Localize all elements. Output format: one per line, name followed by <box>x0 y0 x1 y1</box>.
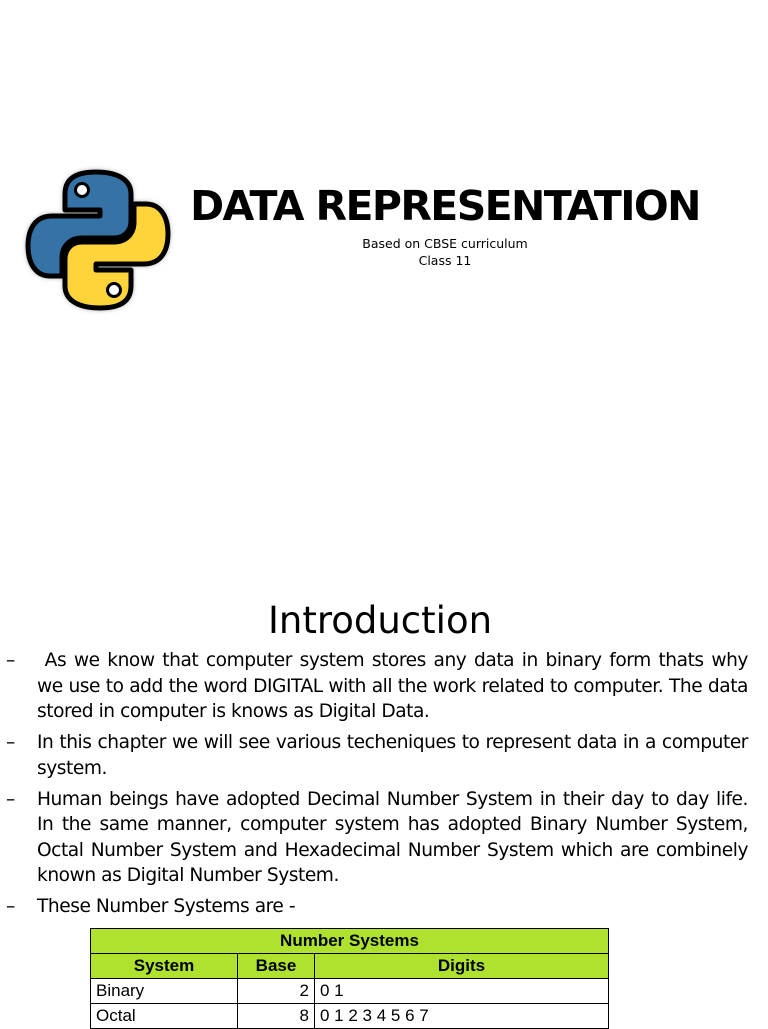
introduction-slide <box>0 560 768 1024</box>
cell-digits: 0 1 <box>315 979 609 1004</box>
bullet-text: These Number Systems are - <box>37 896 296 917</box>
bullet-marker: – <box>6 732 15 753</box>
cell-digits: 0 1 2 3 4 5 6 7 <box>315 1004 609 1029</box>
table-title: Number Systems <box>91 929 609 954</box>
slide-subtitle <box>180 236 710 269</box>
python-logo-icon <box>18 160 178 320</box>
column-header-base: Base <box>238 954 315 979</box>
bullet-item <box>6 894 748 920</box>
table-row <box>91 1004 609 1029</box>
column-header-system: System <box>91 954 238 979</box>
bullet-marker: – <box>6 650 15 671</box>
bullet-text: In this chapter we will see various techeniques to represent data in a computer system. <box>37 732 748 779</box>
bullet-text: Human beings have adopted Decimal Number System in their day to day life. In the same manner, computer system has adopted Binary Number System, Octal Number System and Hexadecimal Number System which are combinely known as Digital Number System. <box>37 788 748 886</box>
subtitle-class: Class 11 <box>418 252 472 268</box>
table-title-row <box>91 929 609 954</box>
bullet-marker: – <box>6 788 15 810</box>
bullet-text: As we know that computer system stores any data in binary form thats why we use to add the word DIGITAL with all the work related to computer. The data stored in computer is knows as Digital Data. <box>37 650 754 722</box>
bullet-item <box>6 648 754 725</box>
table-header-row <box>91 954 609 979</box>
slide-title: DATA REPRESENTATION <box>190 182 700 230</box>
cell-system: Binary <box>91 979 238 1004</box>
cell-system: Octal <box>91 1004 238 1029</box>
column-header-digits: Digits <box>315 954 609 979</box>
bullet-marker: – <box>6 896 15 917</box>
cell-base: 8 <box>238 1004 315 1029</box>
bullet-item <box>6 730 748 781</box>
number-systems-table <box>90 928 609 1029</box>
slide-heading: Introduction <box>267 599 493 642</box>
table-row <box>91 979 609 1004</box>
cell-base: 2 <box>238 979 315 1004</box>
bullet-list <box>6 648 754 925</box>
bullet-item <box>6 787 748 889</box>
subtitle-curriculum: Based on CBSE curriculum <box>362 236 528 251</box>
